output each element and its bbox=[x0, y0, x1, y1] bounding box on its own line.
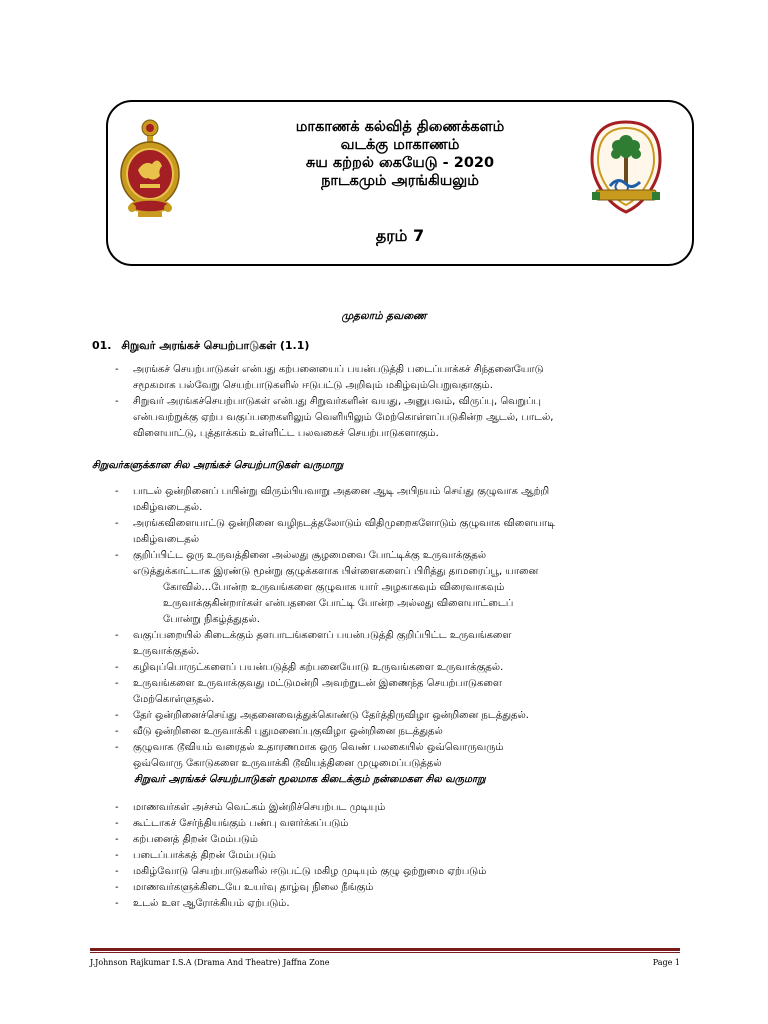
list-item-text: கோவில்…போன்ற உருவங்களை குழுவாக யார் அழகாகவும் விரைவாகவும் bbox=[163, 582, 505, 593]
handbook-title: சுய கற்றல் கையேடு - 2020 bbox=[305, 155, 495, 171]
list-item bbox=[115, 848, 695, 864]
list-item bbox=[115, 896, 695, 912]
province-title: வடக்கு மாகாணம் bbox=[340, 137, 460, 153]
footer-author: J.Johnson Rajkumar I.S.A (Drama And Theatre) Jaffna Zone bbox=[90, 958, 330, 967]
list-item-text: உடல் உள ஆரோக்கியம் ஏற்படும். bbox=[133, 898, 290, 909]
benefits-subheading: சிறுவர் அரங்கச் செயற்பாடுகள் மூலமாக கிடைக்கும் நன்மைகள சில வருமாறு bbox=[134, 774, 486, 785]
list-item-text: கற்பனைத் திறன் மேம்படும் bbox=[133, 834, 258, 845]
footer-rule bbox=[90, 952, 680, 953]
list-item-text: உருவாக்குகின்றார்கள் என்பதனை போட்டி போன்ற அல்லது விளையாட்டைப் bbox=[163, 598, 514, 609]
list-item-text: மாணவர்களுக்கிடையே உயர்வு தாழ்வு நிலை நீங்கும் bbox=[133, 882, 374, 893]
list-item-text: மேற்கொள்ளுதல். bbox=[133, 694, 215, 705]
list-item-text: படைப்பாக்கத் திறன் மேம்படும் bbox=[133, 850, 276, 861]
list-item-text: சமூகமாக பல்வேறு செயற்பாடுகளில் ஈடுபட்டு அறிவும் மகிழ்வும்பெறுவதாகும். bbox=[133, 380, 493, 391]
page-number: Page 1 bbox=[652, 958, 680, 967]
list-item-text: மகிழ்வோடு செயற்பாடுகளில் ஈடுபட்டு மகிழ முடியும் குழு ஒற்றுமை ஏற்படும் bbox=[133, 866, 487, 877]
list-item-text: பாடல் ஒன்றினைப் பயின்று விரும்பியவாறு அதனை ஆடி அபிநயம் செய்து குழுவாக ஆற்றி bbox=[133, 486, 550, 497]
section-title: சிறுவர் அரங்கச் செயற்பாடுகள் (1.1) bbox=[121, 339, 310, 352]
list-item bbox=[115, 484, 695, 516]
list-item-text: விளையாட்டு, புத்தாக்கம் உள்ளிட்ட பலவகைச் செயற்பாடுகளாகும். bbox=[133, 428, 439, 439]
list-item-text: சிறுவர் அரங்கச்செயற்பாடுகள் என்பது சிறுவர்களின் வயது, அனுபவம், விருப்பு, வெறுப்பு bbox=[133, 396, 541, 407]
list-item-text: ஒவ்வொரு கோடுகளை உருவாக்கி டூவியத்தினை முழுமைப்படுத்தல் bbox=[133, 758, 442, 769]
footer-rule bbox=[90, 948, 680, 951]
activities-subheading: சிறுவர்களுக்கான சில அரங்கச் செயற்பாடுகள் வருமாறு bbox=[92, 460, 344, 471]
list-item bbox=[115, 548, 695, 628]
list-item bbox=[115, 394, 695, 442]
list-item-text: என்பவற்றுக்கு ஏற்ப வகுப்பறைகளிலும் வெளியிலும் மேற்கொள்ளப்படுகின்ற ஆடல், பாடல், bbox=[133, 412, 554, 423]
list-item-text: அரங்கவிளையாட்டு ஒன்றினை வழிநடத்தலோடும் விதிமுறைகளோடும் குழுவாக விளையாடி bbox=[133, 518, 556, 529]
list-item bbox=[115, 800, 695, 816]
list-item bbox=[115, 880, 695, 896]
list-item bbox=[115, 676, 695, 708]
list-item-text: வீடு ஒன்றினை உருவாக்கி புதுமனைப்புகுவிழா ஒன்றினை நடத்துதல் bbox=[133, 726, 443, 737]
intro-list bbox=[115, 362, 695, 442]
list-item bbox=[115, 832, 695, 848]
list-item-text: கழிவுப்பொருட்களைப் பயன்படுத்தி கற்பனையோடு உருவங்களை உருவாக்குதல். bbox=[133, 662, 504, 673]
list-item-text: எடுத்துக்காட்டாக இரண்டு மூன்று குழுக்களாக பிள்ளைகளைப் பிரித்து தாமரைப்பூ, யானை bbox=[133, 566, 539, 577]
list-item-text: மகிழ்வடைதல் bbox=[133, 534, 200, 545]
list-item bbox=[115, 708, 695, 724]
list-item bbox=[115, 660, 695, 676]
list-item bbox=[115, 516, 695, 548]
grade-label: தரம் 7 bbox=[375, 226, 425, 245]
term-heading: முதலாம் தவணை bbox=[341, 310, 427, 322]
list-item-text: கூட்டாகச் சேர்ந்தியங்கும் பண்பு வளர்க்கப்படும் bbox=[133, 818, 349, 829]
list-item bbox=[115, 816, 695, 832]
header-title-block bbox=[220, 118, 580, 190]
list-item-text: அரங்கச் செயற்பாடுகள் என்பது கற்பனையைப் பயன்படுத்தி படைப்பாக்கச் சிந்தனையோடு bbox=[133, 364, 544, 375]
list-item-text: மாணவர்கள் அச்சம் வெட்கம் இன்றிச்செயற்பட முடியும் bbox=[133, 802, 386, 813]
list-item-text: உருவங்களை உருவாக்குவது மட்டுமன்றி அவற்றுடன் இணைந்த செயற்பாடுகளை bbox=[133, 678, 502, 689]
list-item-text: வகுப்பறையில் கிடைக்கும் தளபாடங்களைப் பயன்படுத்தி குறிப்பிட்ட உருவங்களை bbox=[133, 630, 512, 641]
list-item bbox=[115, 740, 695, 772]
list-item bbox=[115, 724, 695, 740]
sri-lanka-emblem-icon bbox=[118, 118, 182, 220]
activities-list bbox=[115, 484, 695, 772]
list-item-text: உருவாக்குதல். bbox=[133, 646, 200, 657]
subject-title: நாடகமும் அரங்கியலும் bbox=[321, 173, 479, 189]
list-item-text: தேர் ஒன்றினைச்செய்து அதனைவைத்துக்கொண்டு தேர்த்திருவிழா ஒன்றினை நடத்துதல். bbox=[133, 710, 529, 721]
benefits-list bbox=[115, 800, 695, 912]
list-item-text: குழுவாக டூவியம் வரைதல் உதாரணமாக ஒரு வெண் பலகையில் ஒவ்வொருவரும் bbox=[133, 742, 504, 753]
section-heading bbox=[92, 339, 309, 354]
section-number: 01. bbox=[92, 339, 112, 352]
list-item bbox=[115, 864, 695, 880]
department-title: மாகாணக் கல்வித் திணைக்களம் bbox=[295, 119, 505, 135]
list-item bbox=[115, 628, 695, 660]
list-item bbox=[115, 362, 695, 394]
list-item-text: போன்று நிகழ்த்துதல். bbox=[163, 614, 260, 625]
northern-province-emblem-icon bbox=[588, 120, 664, 214]
list-item-text: குறிப்பிட்ட ஒரு உருவத்தினை அல்லது சூழமைவை போட்டிக்கு உருவாக்குதல் bbox=[133, 550, 487, 561]
list-item-text: மகிழ்வடைதல். bbox=[133, 502, 203, 513]
